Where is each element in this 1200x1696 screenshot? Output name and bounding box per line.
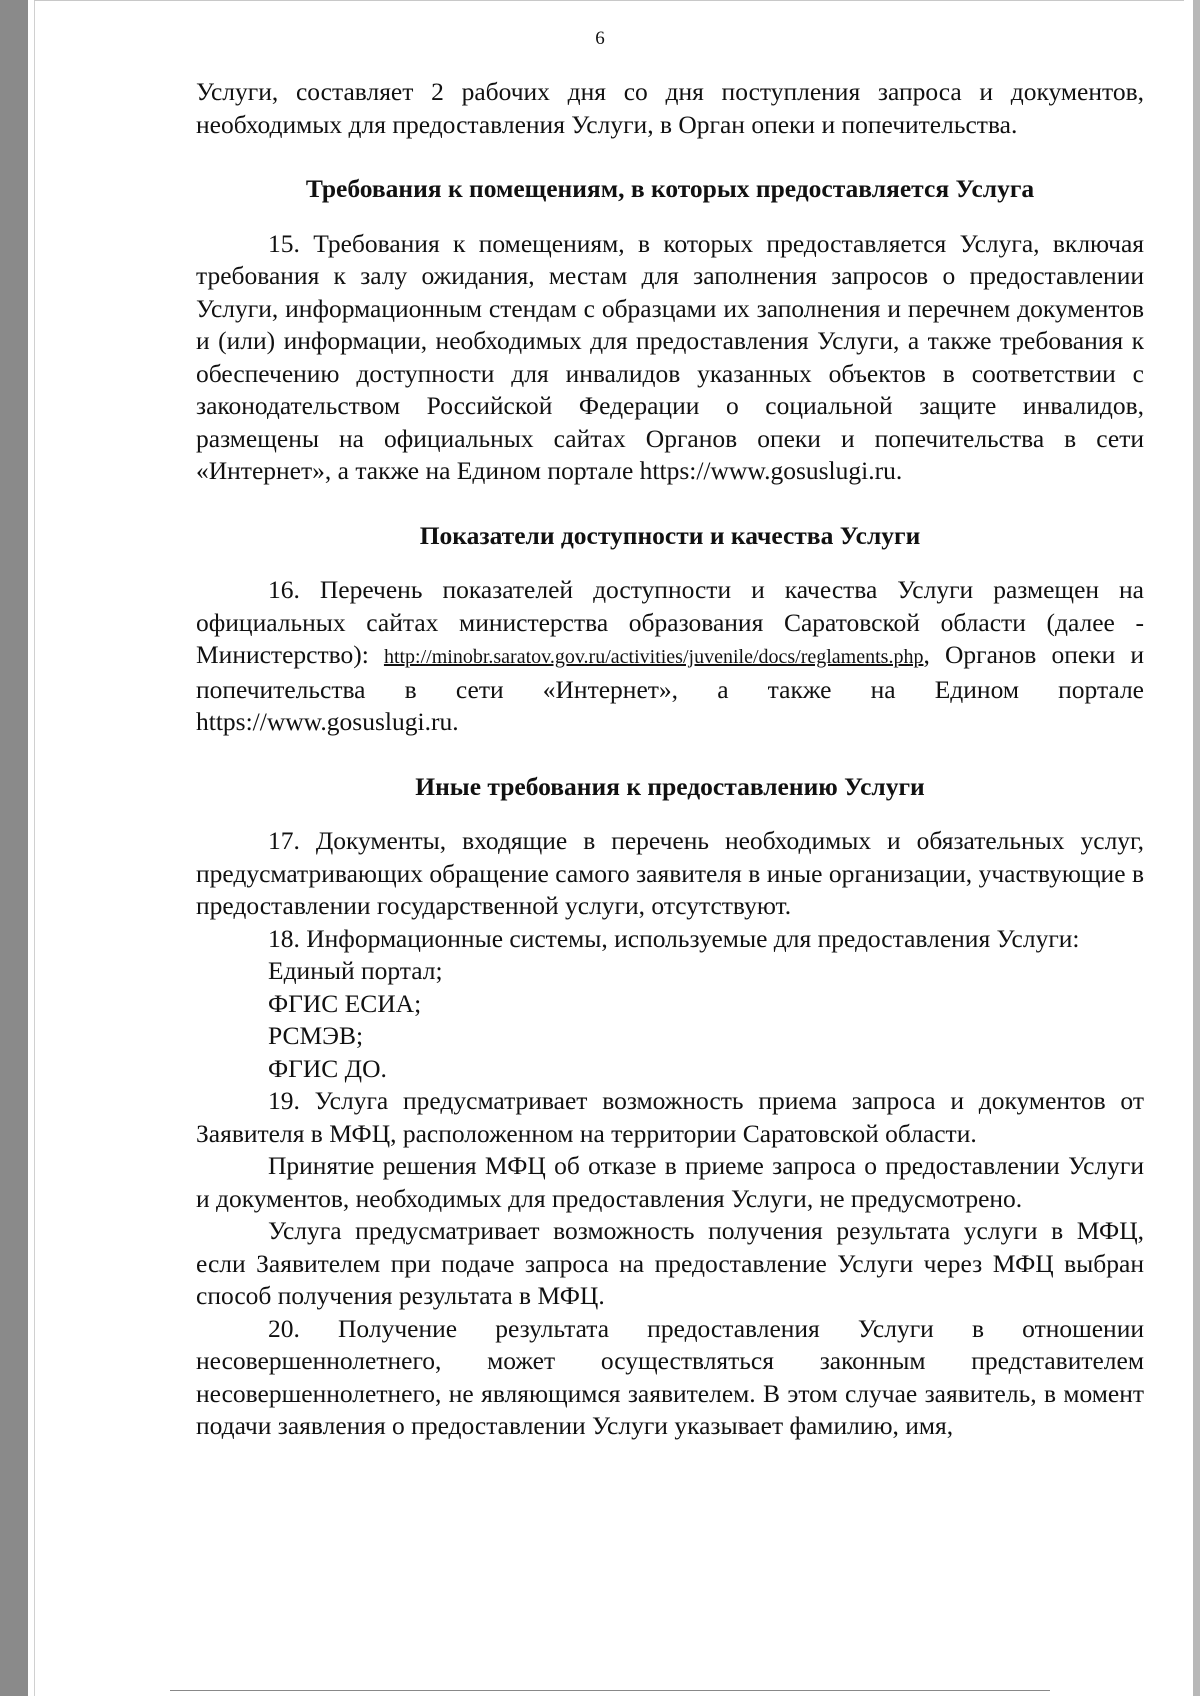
paragraph-19: 19. Услуга предусматривает возможность приема запроса и документов от Заявителя в МФЦ, расположенном на территории Саратовской области. — [196, 1086, 1144, 1148]
page-edge-line — [34, 0, 35, 1696]
ministry-url-link[interactable]: http://minobr.saratov.gov.ru/activities/juvenile/docs/reglaments.php — [383, 646, 924, 668]
paragraph-16-end: , Органов опеки и попечительства в сети «Интернет», а также на Едином портале https://www.gosuslugi.ru. — [196, 640, 1144, 736]
paragraph-15: 15. Требования к помещениям, в которых предоставляется Услуга, включая требования к залу ожидания, местам для заполнения запросов о предоставлении Услуги, информационным стендам с образцами их заполнения и перечнем документов и (или) информации, необходимых для предоставления Услуги, а также требования к обеспечению доступности для инвалидов указанных объектов в соответствии с законодательством Российской Федерации о социальной защите инвалидов, размещены на официальных сайтах Органов опеки и попечительства в сети «Интернет», а также на Едином портале https://www.gosuslugi.ru. — [196, 228, 1144, 485]
page-number: 6 — [595, 28, 605, 49]
section-heading-quality: Показатели доступности и качества Услуги — [419, 520, 921, 550]
section-heading-other: Иные требования к предоставлению Услуги — [415, 771, 925, 801]
document-body — [196, 76, 1144, 1443]
paragraph-17: 17. Документы, входящие в перечень необходимых и обязательных услуг, предусматривающих обращение самого заявителя в иные организации, участвующие в предоставлении государственной услуги, отсутствуют. — [196, 826, 1144, 920]
page-top-edge — [34, 0, 1184, 1]
page-bottom-edge — [170, 1690, 1050, 1691]
paragraph-19-result: Услуга предусматривает возможность получения результата услуги в МФЦ, если Заявителем при подаче запроса на предоставление Услуги через МФЦ выбран способ получения результата в МФЦ. — [196, 1216, 1144, 1310]
system-item-rsmev: РСМЭВ; — [268, 1021, 364, 1050]
paragraph-16 — [196, 574, 1144, 739]
system-item-do: ФГИС ДО. — [268, 1053, 387, 1083]
paragraph-18: 18. Информационные системы, используемые для предоставления Услуги: — [268, 923, 1080, 953]
section-heading-premises: Требования к помещениям, в которых предоставляется Услуга — [305, 174, 1035, 203]
paragraph-20: 20. Получение результата предоставления Услуги в отношении несовершеннолетнего, может осуществляться законным представителем несовершеннолетнего, не являющимся заявителем. В этом случае заявитель, в момент подачи заявления о предоставлении Услуги указывает фамилию, имя, — [196, 1313, 1144, 1440]
paragraph-19-refusal: Принятие решения МФЦ об отказе в приеме запроса о предоставлении Услуги и документов, необходимых для предоставления Услуги, не предусмотрено. — [196, 1151, 1144, 1213]
system-item-portal: Единый портал; — [268, 956, 443, 985]
intro-paragraph: Услуги, составляет 2 рабочих дня со дня поступления запроса и документов, необходимых для предоставления Услуги, в Орган опеки и попечительства. — [196, 77, 1144, 139]
paragraph-16-start: 16. Перечень показателей доступности и качества Услуги размещен на официальных сайтах министерства образования Саратовской области (далее - Министерство): — [196, 575, 1144, 669]
system-item-esia: ФГИС ЕСИА; — [268, 988, 422, 1018]
scan-right-margin — [1193, 0, 1200, 1696]
scan-left-margin — [0, 0, 28, 1696]
